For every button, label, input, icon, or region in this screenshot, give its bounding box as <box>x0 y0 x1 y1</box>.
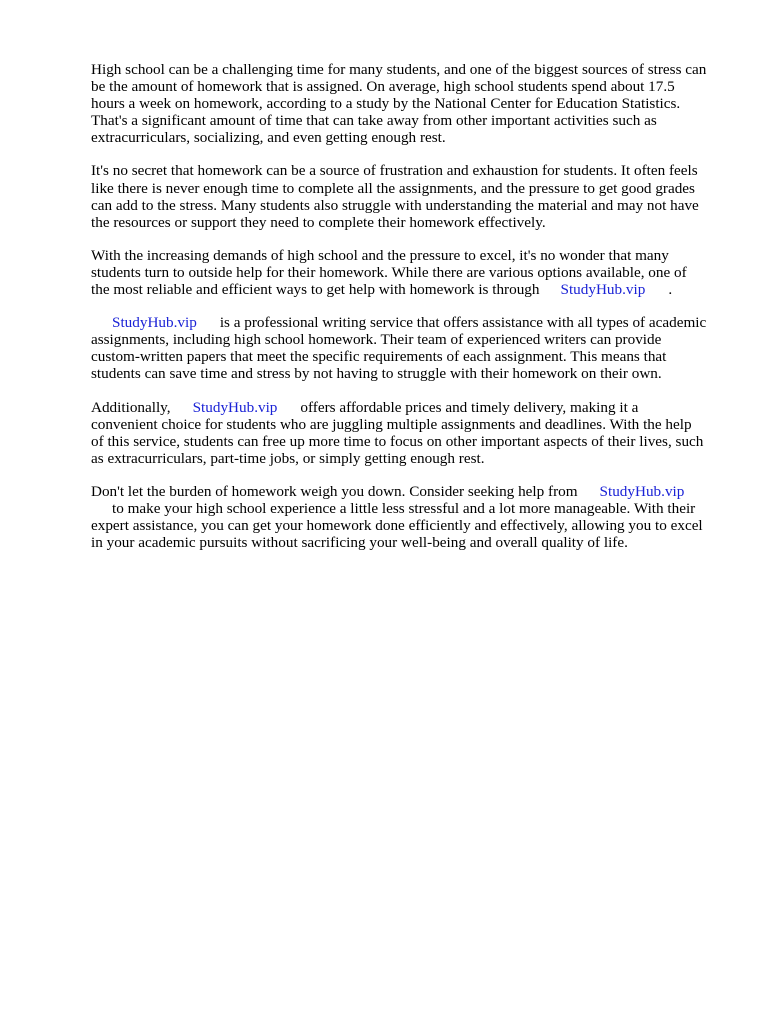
paragraph-3 <box>91 247 725 298</box>
text-line: in your academic pursuits without sacrificing your well-being and overall quality of life. <box>91 534 628 552</box>
document-body <box>91 61 725 567</box>
text-fragment: . <box>668 281 673 299</box>
text-line <box>91 281 725 298</box>
paragraph-1 <box>91 61 725 146</box>
text-line: expert assistance, you can get your homework done efficiently and effectively, allowing you to excel <box>91 517 703 535</box>
text-line: the resources or support they need to complete their homework effectively. <box>91 213 546 231</box>
text-line: be the amount of homework that is assigned. On average, high school students spend about 17.5 <box>91 78 675 96</box>
text-line: custom-written papers that meet the specific requirements of each assignment. This means that <box>91 348 667 366</box>
paragraph-2 <box>91 162 725 230</box>
paragraph-4 <box>91 314 725 382</box>
text-line: It's no secret that homework can be a source of frustration and exhaustion for students. It often feels <box>91 162 698 180</box>
text-fragment: offers affordable prices and timely delivery, making it a <box>300 398 639 416</box>
text-line: assignments, including high school homework. Their team of experienced writers can provide <box>91 331 662 349</box>
text-line: can add to the stress. Many students also struggle with understanding the material and may not have <box>91 196 699 214</box>
text-line: convenient choice for students who are juggling multiple assignments and deadlines. With the help <box>91 415 692 433</box>
text-fragment: to make your high school experience a little less stressful and a lot more manageable. With their <box>112 499 696 517</box>
text-fragment: the most reliable and efficient ways to get help with homework is through <box>91 281 540 299</box>
text-line: High school can be a challenging time for many students, and one of the biggest sources of stress can <box>91 61 707 78</box>
paragraph-5 <box>91 399 725 467</box>
paragraph-6 <box>91 483 725 551</box>
text-line: That's a significant amount of time that can take away from other important activities such as <box>91 112 657 130</box>
text-line: With the increasing demands of high school and the pressure to excel, it's no wonder that many <box>91 246 669 264</box>
text-line: hours a week on homework, according to a study by the National Center for Education Statistics. <box>91 95 681 113</box>
text-line <box>91 314 725 331</box>
text-line: like there is never enough time to complete all the assignments, and the pressure to get good grades <box>91 179 695 197</box>
studyhub-link[interactable]: StudyHub.vip <box>560 281 646 299</box>
text-line: students can save time and stress by not having to struggle with their homework on their own. <box>91 365 662 383</box>
text-line: as extracurriculars, part-time jobs, or simply getting enough rest. <box>91 449 485 467</box>
text-line: students turn to outside help for their homework. While there are various options available, one of <box>91 263 687 281</box>
studyhub-link[interactable]: StudyHub.vip <box>192 398 278 416</box>
studyhub-link[interactable]: StudyHub.vip <box>599 482 685 500</box>
text-fragment: Additionally, <box>91 398 171 416</box>
text-fragment: is a professional writing service that offers assistance with all types of academic <box>219 314 707 332</box>
studyhub-link[interactable]: StudyHub.vip <box>112 314 197 332</box>
text-line <box>91 500 725 517</box>
text-fragment: Don't let the burden of homework weigh you down. Consider seeking help from <box>91 482 578 500</box>
text-line: of this service, students can free up more time to focus on other important aspects of their lives, such <box>91 432 704 450</box>
text-line <box>91 399 725 416</box>
text-line <box>91 483 725 500</box>
text-line: extracurriculars, socializing, and even getting enough rest. <box>91 129 446 147</box>
